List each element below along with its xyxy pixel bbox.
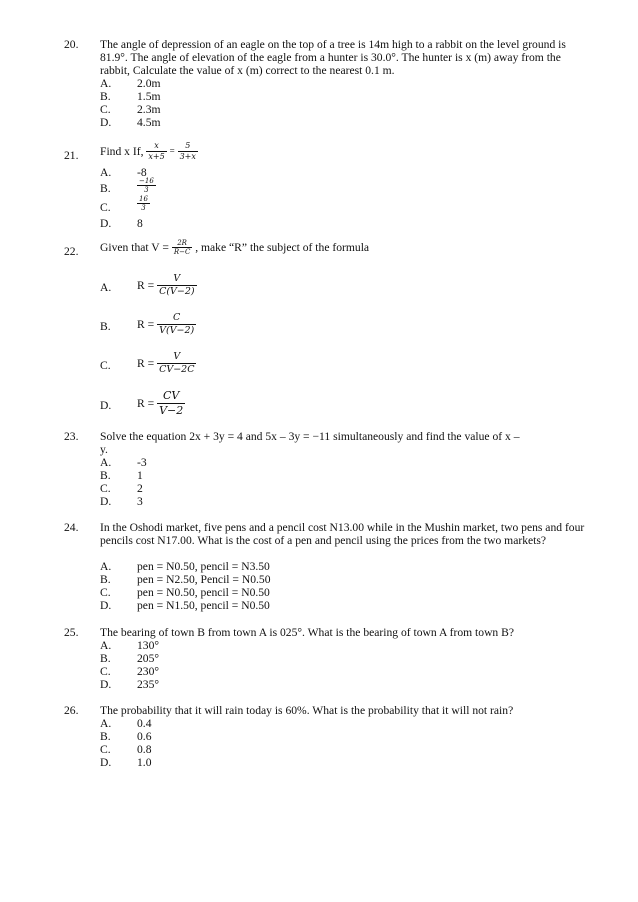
option-label: D. — [100, 678, 112, 691]
option-label: A. — [100, 77, 112, 90]
fraction — [157, 389, 185, 418]
option-label: C. — [100, 665, 111, 678]
option-value — [137, 389, 185, 418]
option-a — [0, 639, 638, 652]
question-number: 21. — [64, 149, 79, 162]
fraction-denominator: 3 — [137, 185, 156, 194]
fraction — [157, 273, 197, 298]
option-c — [0, 351, 638, 379]
option-label: D. — [100, 116, 112, 129]
option-b — [0, 573, 638, 586]
option-a — [0, 77, 638, 90]
fraction-denominator: C(V−2) — [159, 286, 195, 297]
option-label: D. — [100, 399, 112, 412]
option-label: B. — [100, 469, 111, 482]
question-text: Solve the equation 2x + 3y = 4 and 5x – 3y = −11 simultaneously and find the value of x – y. — [100, 430, 520, 456]
fraction-numerator: V — [173, 273, 181, 284]
option-label: B. — [100, 573, 111, 586]
option-label: A. — [100, 717, 112, 730]
question-number: 20. — [64, 38, 79, 51]
option-label: B. — [100, 730, 111, 743]
option-c — [0, 586, 638, 599]
option-value: -8 — [137, 166, 147, 179]
option-label: A. — [100, 639, 112, 652]
option-value: 235° — [137, 678, 160, 691]
option-c — [0, 103, 638, 116]
option-label: C. — [100, 201, 111, 214]
fraction-denominator: R−C — [173, 248, 191, 256]
fraction-numerator: 5 — [185, 141, 191, 150]
option-value — [137, 312, 196, 337]
option-value: 3 — [137, 495, 143, 508]
option-value — [137, 195, 150, 212]
option-label: C. — [100, 743, 111, 756]
option-d — [0, 599, 638, 612]
option-value: pen = N0.50, pencil = N0.50 — [137, 586, 270, 599]
option-value: 0.6 — [137, 730, 152, 743]
fraction-rhs — [178, 141, 198, 162]
option-value: 130° — [137, 639, 160, 652]
option-value: pen = N2.50, Pencil = N0.50 — [137, 573, 271, 586]
fraction-denominator: CV−2C — [159, 364, 195, 375]
option-d — [0, 217, 638, 230]
question-number: 23. — [64, 430, 79, 443]
question-number: 24. — [64, 521, 79, 534]
fraction-numerator: 2R — [177, 239, 187, 247]
option-value: -3 — [137, 456, 147, 469]
option-value: 230° — [137, 665, 160, 678]
option-label: A. — [100, 281, 112, 294]
formula-lhs: R = — [137, 397, 155, 410]
option-b — [0, 469, 638, 482]
question-prefix: Given that V = — [100, 241, 169, 254]
option-b — [0, 179, 638, 197]
question-text — [100, 239, 592, 256]
option-label: D. — [100, 495, 112, 508]
option-value — [137, 351, 196, 376]
option-value: 1.0 — [137, 756, 152, 769]
option-label: C. — [100, 103, 111, 116]
option-b — [0, 312, 638, 340]
option-label: B. — [100, 652, 111, 665]
fraction-denominator: 3+x — [179, 152, 196, 161]
option-b — [0, 652, 638, 665]
option-label: B. — [100, 182, 111, 195]
formula-lhs: R = — [137, 357, 155, 370]
option-d — [0, 495, 638, 508]
option-a — [0, 166, 638, 179]
question-number: 26. — [64, 704, 79, 717]
option-d — [0, 389, 638, 419]
fraction-numerator: 16 — [139, 195, 148, 203]
option-value: 8 — [137, 217, 143, 230]
option-a — [0, 273, 638, 301]
option-value: 4.5m — [137, 116, 161, 129]
option-value: 2.3m — [137, 103, 161, 116]
option-value — [137, 177, 156, 194]
question-number: 25. — [64, 626, 79, 639]
question-text: In the Oshodi market, five pens and a pencil cost N13.00 while in the Mushin market, two pens and four pencils cost N17.00. What is the cost of a pen and pencil using the prices from the two markets? — [100, 521, 585, 547]
option-label: B. — [100, 90, 111, 103]
question-prefix: Find x If, — [100, 145, 144, 158]
option-a — [0, 456, 638, 469]
option-value: 1.5m — [137, 90, 161, 103]
option-d — [0, 756, 638, 769]
option-c — [0, 665, 638, 678]
fraction — [137, 177, 156, 194]
fraction-denominator: x+5 — [148, 152, 165, 161]
fraction-numerator: C — [173, 312, 181, 323]
option-value: 0.4 — [137, 717, 152, 730]
fraction — [137, 195, 150, 212]
question-text: The probability that it will rain today is 60%. What is the probability that it will not rain? — [100, 704, 514, 717]
option-value — [137, 273, 197, 298]
question-text: The angle of depression of an eagle on the top of a tree is 14m high to a rabbit on the level ground is 81.9°. The angle of elevation of the eagle from a hunter is 30.0°. The hunter is x (m) away from the rabbit, Calculate the value of x (m) correct to the nearest 0.1 m. — [100, 38, 566, 77]
option-a — [0, 560, 638, 573]
formula-lhs: R = — [137, 279, 155, 292]
question-suffix: , make “R” the subject of the formula — [195, 241, 370, 254]
question-number: 22. — [64, 245, 79, 258]
option-label: A. — [100, 560, 112, 573]
option-label: C. — [100, 586, 111, 599]
option-label: C. — [100, 359, 111, 372]
fraction-numerator: V — [173, 351, 181, 362]
question-text: The bearing of town B from town A is 025°. What is the bearing of town A from town B? — [100, 626, 515, 639]
fraction-numerator: −16 — [139, 177, 154, 185]
option-label: D. — [100, 599, 112, 612]
option-label: B. — [100, 320, 111, 333]
fraction — [157, 312, 196, 337]
formula-lhs: R = — [137, 318, 155, 331]
option-d — [0, 678, 638, 691]
option-a — [0, 717, 638, 730]
option-label: C. — [100, 482, 111, 495]
option-b — [0, 730, 638, 743]
option-value: 1 — [137, 469, 143, 482]
fraction — [157, 351, 196, 376]
option-label: A. — [100, 166, 112, 179]
fraction-lhs — [146, 141, 166, 162]
equals-sign: = — [169, 146, 175, 156]
question-text — [100, 141, 592, 162]
fraction-numerator: x — [154, 141, 159, 150]
option-value: 2.0m — [137, 77, 161, 90]
fraction-denominator: V(V−2) — [159, 325, 195, 336]
option-c — [0, 197, 638, 215]
fraction-denominator: 3 — [137, 203, 150, 212]
option-d — [0, 116, 638, 129]
option-c — [0, 743, 638, 756]
option-b — [0, 90, 638, 103]
option-value: pen = N0.50, pencil = N3.50 — [137, 560, 270, 573]
option-value: 205° — [137, 652, 160, 665]
option-label: A. — [100, 456, 112, 469]
option-value: pen = N1.50, pencil = N0.50 — [137, 599, 270, 612]
option-label: D. — [100, 217, 112, 230]
option-c — [0, 482, 638, 495]
fraction-numerator: CV — [162, 389, 180, 402]
fraction-denominator: V−2 — [159, 404, 184, 417]
option-value: 2 — [137, 482, 143, 495]
option-label: D. — [100, 756, 112, 769]
option-value: 0.8 — [137, 743, 152, 756]
fraction-given — [172, 239, 193, 256]
